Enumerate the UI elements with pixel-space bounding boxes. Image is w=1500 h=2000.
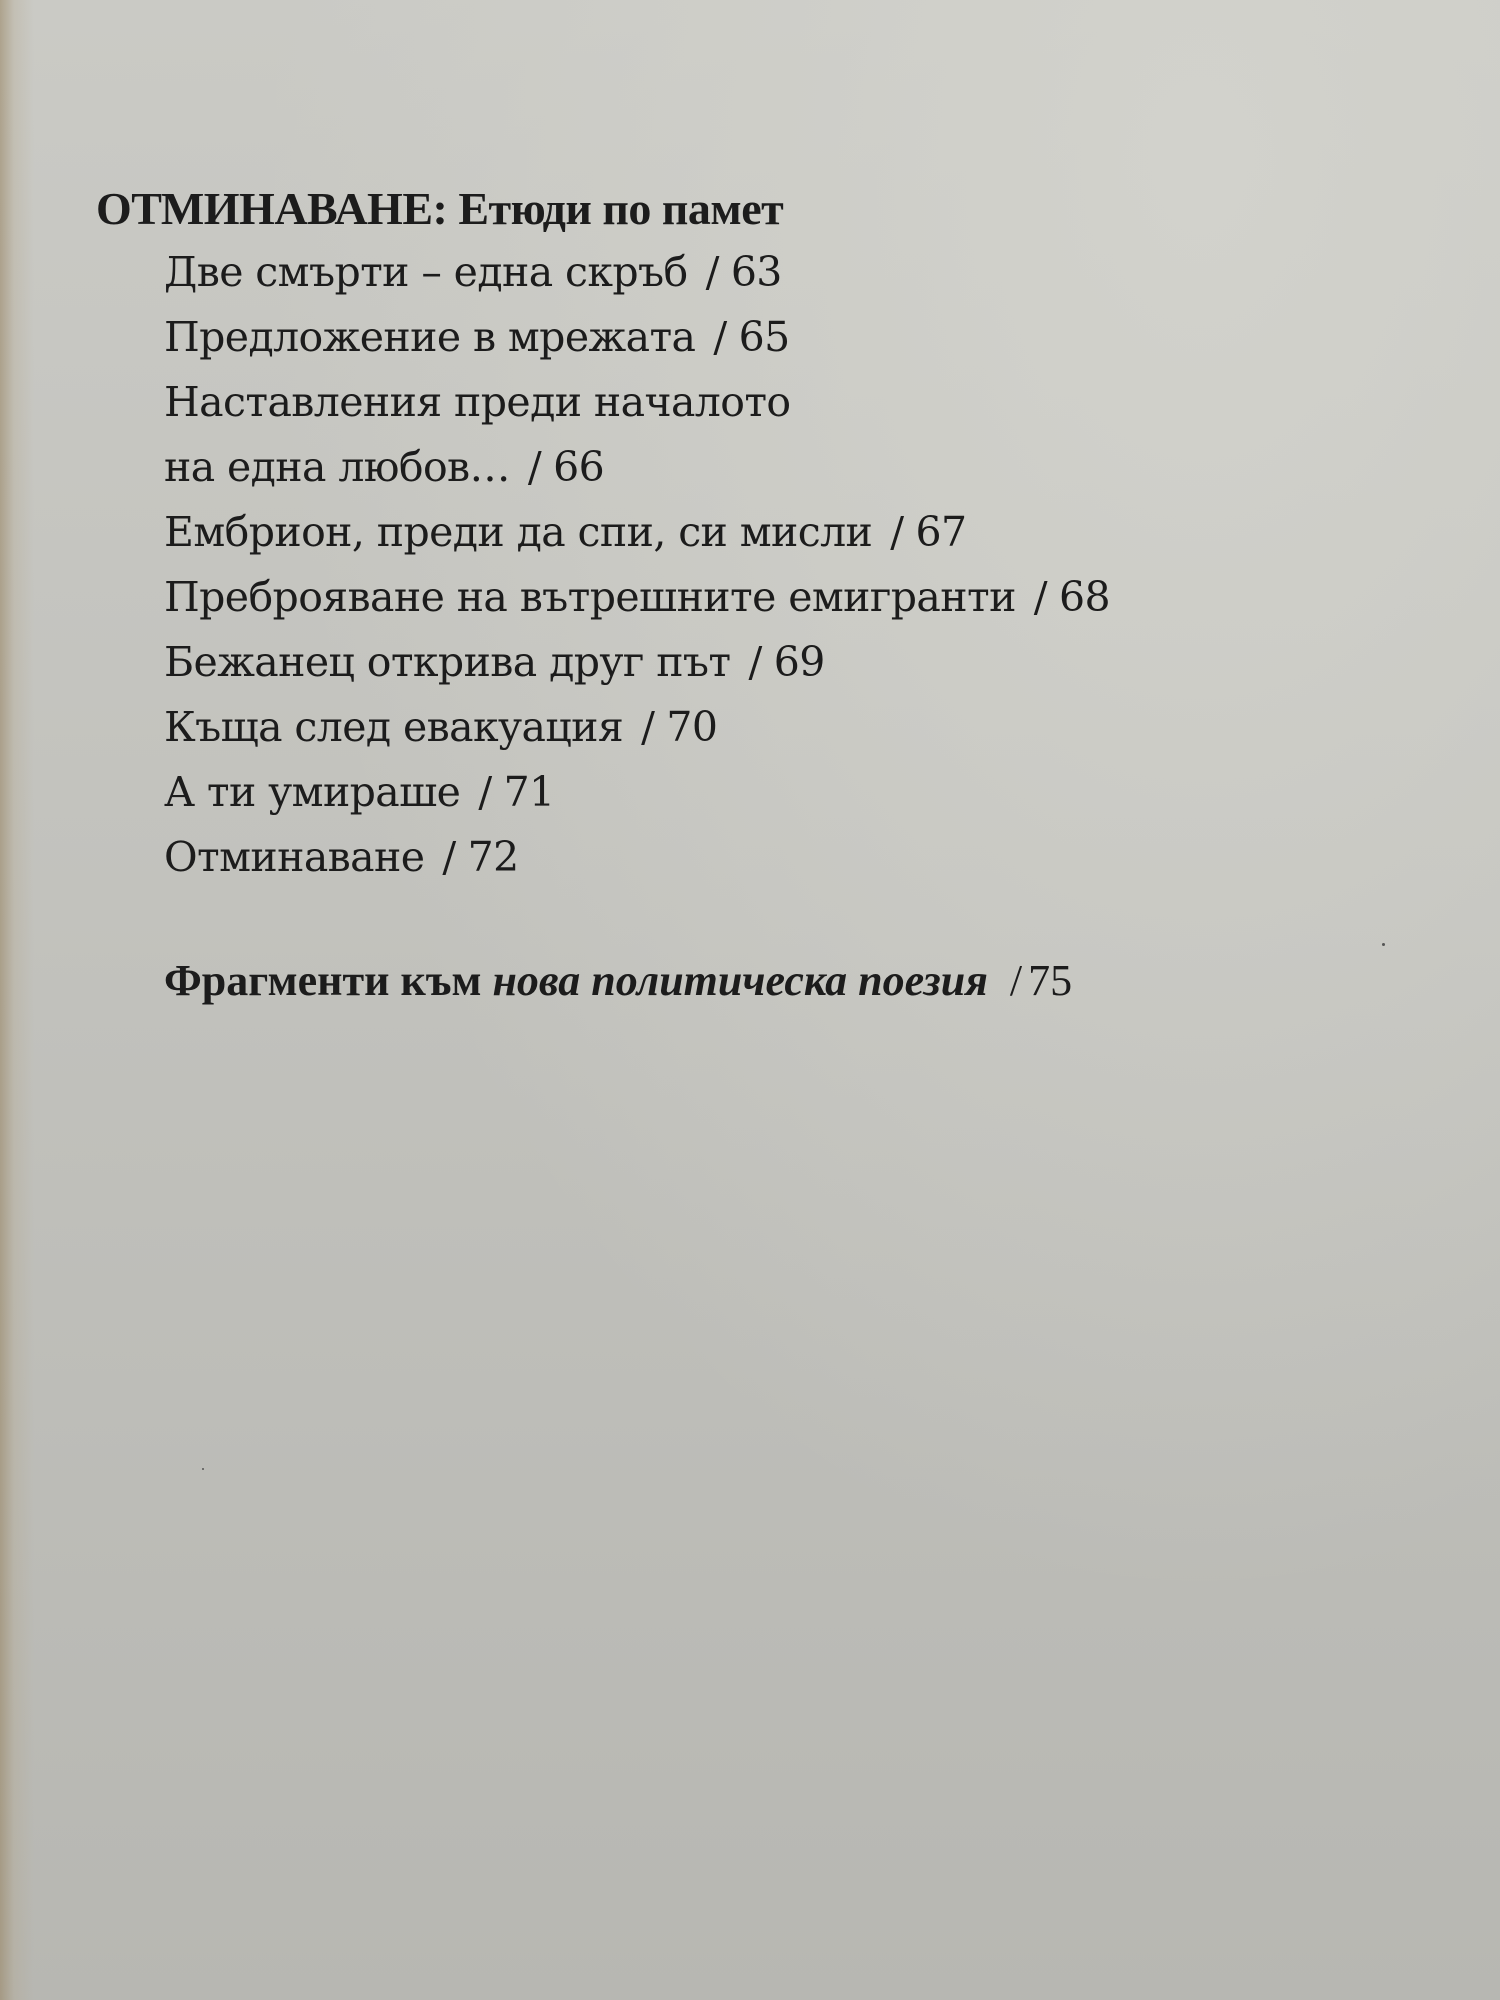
separator: / (713, 313, 727, 361)
entry-page: 66 (553, 443, 605, 491)
separator: / (705, 248, 719, 296)
entry-page: 67 (915, 508, 967, 556)
final-title-italic: нова политическа поезия (492, 956, 988, 1005)
final-title-bold: Фрагменти към (164, 956, 482, 1005)
section-title: ОТМИНАВАНЕ: Етюди по памет (96, 183, 784, 234)
entry-page: 65 (738, 313, 790, 361)
entry-title: Преброяване на вътрешните емигранти (164, 573, 1016, 621)
separator: / (1009, 956, 1023, 1005)
paper-speck (202, 1468, 204, 1470)
toc-entry (164, 305, 1396, 370)
entry-page: 71 (503, 768, 555, 816)
separator: / (527, 443, 542, 491)
entry-title: Бежанец открива друг път (164, 638, 731, 686)
final-section-entry (164, 950, 1396, 1012)
table-of-contents (96, 178, 1396, 1012)
entry-page: 68 (1059, 573, 1110, 621)
toc-entry (164, 500, 1396, 565)
separator: / (641, 703, 655, 751)
toc-entries (164, 240, 1396, 890)
toc-entry (164, 370, 1396, 435)
toc-entry (164, 630, 1396, 695)
entry-page: 72 (467, 833, 519, 881)
toc-entry (164, 435, 1396, 500)
entry-title: Наставления преди началото (164, 378, 791, 426)
toc-entry (164, 695, 1396, 760)
toc-entry (164, 825, 1396, 890)
entry-title: на една любов… (164, 443, 510, 491)
entry-title: Къща след евакуация (164, 703, 624, 751)
entry-page: 69 (773, 638, 825, 686)
separator: / (1033, 573, 1048, 621)
entry-page: 63 (730, 248, 782, 296)
entry-title: А ти умираше (164, 768, 461, 816)
entry-title: Предложение в мрежата (164, 313, 696, 361)
separator: / (748, 638, 762, 686)
entry-title: Ембрион, преди да спи, си мисли (164, 508, 873, 556)
entry-page: 70 (666, 703, 718, 751)
separator: / (442, 833, 456, 881)
paper-speck (1382, 943, 1385, 946)
separator: / (478, 768, 492, 816)
toc-entry (164, 565, 1396, 630)
entry-title: Две смърти – една скръб (164, 248, 688, 296)
toc-entry (164, 760, 1396, 825)
separator: / (890, 508, 904, 556)
toc-entry (164, 240, 1396, 305)
entry-title: Отминаване (164, 833, 425, 881)
final-page: 75 (1028, 956, 1073, 1005)
